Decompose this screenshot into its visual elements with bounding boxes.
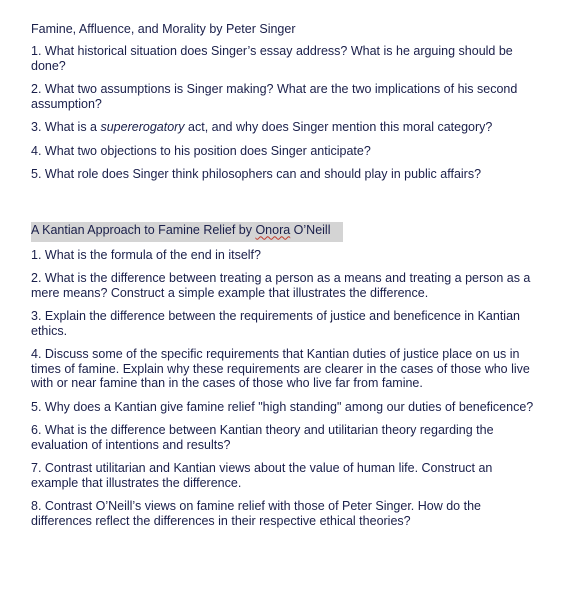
section2-question-8: 8. Contrast O’Neill’s views on famine relief with those of Peter Singer. How do the differences reflect the differences in their respective ethical theories? [31, 499, 481, 528]
section2-title-author: O’Neill [290, 222, 331, 237]
section1-question-3 [31, 120, 541, 135]
section2-question-1: 1. What is the formula of the end in itself? [31, 247, 261, 262]
section1-question-4: 4. What two objections to his position does Singer anticipate? [31, 143, 371, 158]
spellcheck-word[interactable]: Onora [255, 222, 291, 237]
section2-title-prefix: A Kantian Approach to Famine Relief by [31, 222, 256, 237]
section2-question-6: 6. What is the difference between Kantian theory and utilitarian theory regarding the evaluation of intentions and results? [31, 423, 494, 452]
q3-term: supererogatory [100, 120, 185, 134]
section2-question-7: 7. Contrast utilitarian and Kantian views about the value of human life. Construct an example that illustrates the difference. [31, 461, 493, 490]
section1-question-1: 1. What historical situation does Singer’s essay address? What is he arguing should be done? [31, 44, 513, 73]
section2-question-3: 3. Explain the difference between the requirements of justice and beneficence in Kantian ethics. [31, 309, 520, 338]
q3-prefix: 3. What is a [31, 120, 101, 134]
section2-title[interactable] [31, 222, 343, 242]
q3-suffix: act, and why does Singer mention this moral category? [184, 120, 493, 134]
section2-question-4: 4. Discuss some of the specific requirements that Kantian duties of justice place on us in times of famine. Explain why these requirements are clearer in the cases of those who live with or near famine than in the cases of those who live far from famine. [31, 347, 530, 390]
document-page [31, 22, 541, 537]
section2-question-5: 5. Why does a Kantian give famine relief "high standing" among our duties of beneficence? [31, 399, 534, 414]
section2-question-2: 2. What is the difference between treating a person as a means and treating a person as a mere means? Construct a simple example that illustrates the difference. [31, 271, 531, 300]
section1-question-5: 5. What role does Singer think philosophers can and should play in public affairs? [31, 167, 482, 181]
section-spacer [31, 191, 541, 222]
section1-title: Famine, Affluence, and Morality by Peter Singer [31, 22, 296, 36]
section1-question-2: 2. What two assumptions is Singer making? What are the two implications of his second assumption? [31, 82, 518, 111]
